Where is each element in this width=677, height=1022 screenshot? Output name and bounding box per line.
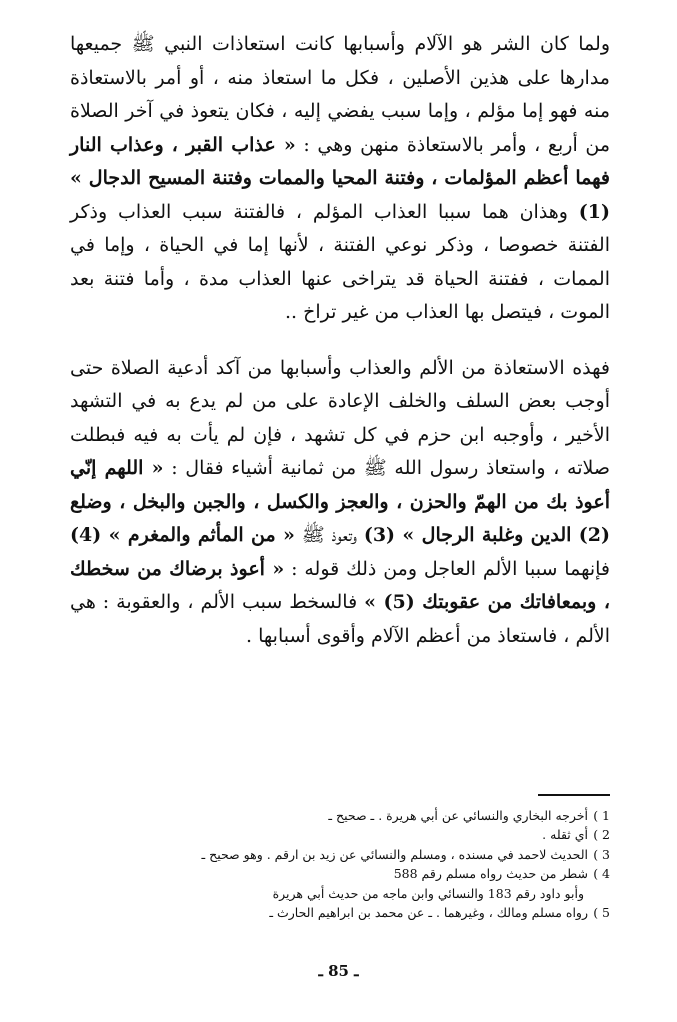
text-segment: فهذه الاستعاذة من الألم والعذاب وأسبابها من آكد أدعية الصلاة حتى أوجب بعض السلف والخلف الإعادة على من لم يدع به في التشهد الأخير ، وأوجبه ابن حزم في كل تشهد ، فإن لم يأت به فيه فبطلت صلاته ، واستعاذ رسول الله ﷺ من ثمانية أشياء فقال : xyxy=(70,356,610,479)
footnote xyxy=(70,903,610,923)
footnote-text: شطر من حديث رواه مسلم رقم 588 xyxy=(393,866,588,881)
hadith-quote: « أعوذ برضاك من سخطك ، وبمعافاتك من عقوبتك (5) » xyxy=(70,557,610,613)
page-number: ـ 85 ـ xyxy=(318,962,359,980)
hadith-quote: « عذاب القبر ، وعذاب النار فهما أعظم المؤلمات ، وفتنة المحيا والممات وفتنة المسيح الدجال » (1) xyxy=(70,133,610,223)
footnotes xyxy=(70,794,610,923)
footnote-number: 2 ) xyxy=(593,827,610,842)
text-segment: وهذان هما سببا العذاب المؤلم ، فالفتنة سبب العذاب وذكر الفتنة خصوصا ، وذكر نوعي الفتنة ، لأنها إما في الحياة ، وإما في الممات ، ففتنة الحياة قد يتراخى عنها العذاب مدة ، وأما فتنة بعد الموت ، فيتصل بها العذاب من غير تراخ .. xyxy=(70,200,610,323)
footnote-number: 1 ) xyxy=(593,807,610,823)
footnote-text: رواه مسلم ومالك ، وغيرهما . ـ عن محمد بن ابراهيم الحارث ـ xyxy=(269,905,588,920)
text-segment: وتعوذ ﷺ xyxy=(294,524,364,546)
paragraph-2 xyxy=(70,352,610,654)
footnote-number: 4 ) xyxy=(593,866,610,881)
footnote-number: 3 ) xyxy=(593,846,610,862)
footnote-text: وأبو داود رقم 183 والنسائي وابن ماجه من حديث أبي هريرة xyxy=(272,885,584,901)
footnote-text: أخرجه البخاري والنسائي عن أبي هريرة . ـ صحيح ـ xyxy=(328,807,588,823)
footnote-text: الحديث لاحمد في مسنده ، ومسلم والنسائي عن زيد بن ارقم . وهو صحيح ـ xyxy=(201,846,588,862)
footnote-number: 5 ) xyxy=(593,905,610,920)
footnote-text: أي ثقله . xyxy=(542,827,588,842)
hadith-quote: « اللهم إنّي أعوذ بك من الهمّ والحزن ، والعجز والكسل ، والجبن والبخل ، وضلع (2) الدين وغلبة الرجال » (3) xyxy=(70,457,611,546)
footnote-list xyxy=(70,806,610,923)
footnote xyxy=(70,864,610,884)
text-segment: فالسخط سبب الألم ، والعقوبة : هي الألم ، فاستعاذ من أعظم الآلام وأقوى أسبابها . xyxy=(70,591,610,647)
text-segment: فإنهما سببا الألم العاجل ومن ذلك قوله : xyxy=(284,557,610,580)
footnote xyxy=(70,884,610,904)
paragraph-1 xyxy=(70,28,610,330)
footnote xyxy=(70,825,610,845)
hadith-quote: « من المأثم والمغرم » (4) xyxy=(70,524,295,546)
text-segment: ولما كان الشر هو الآلام وأسبابها كانت استعاذات النبي ﷺ جميعها مدارها على هذين الأصلين ، فكل ما استعاذ منه ، أو أمر بالاستعاذة منه فهو إما مؤلم ، وإما سبب يفضي إليه ، فكان يتعوذ في آخر الصلاة من أربع ، وأمر بالاستعاذة منهن وهي : xyxy=(70,33,610,156)
page-body xyxy=(70,28,610,653)
footnote xyxy=(70,845,610,865)
footnote xyxy=(70,806,610,826)
footnote-divider xyxy=(538,794,610,796)
